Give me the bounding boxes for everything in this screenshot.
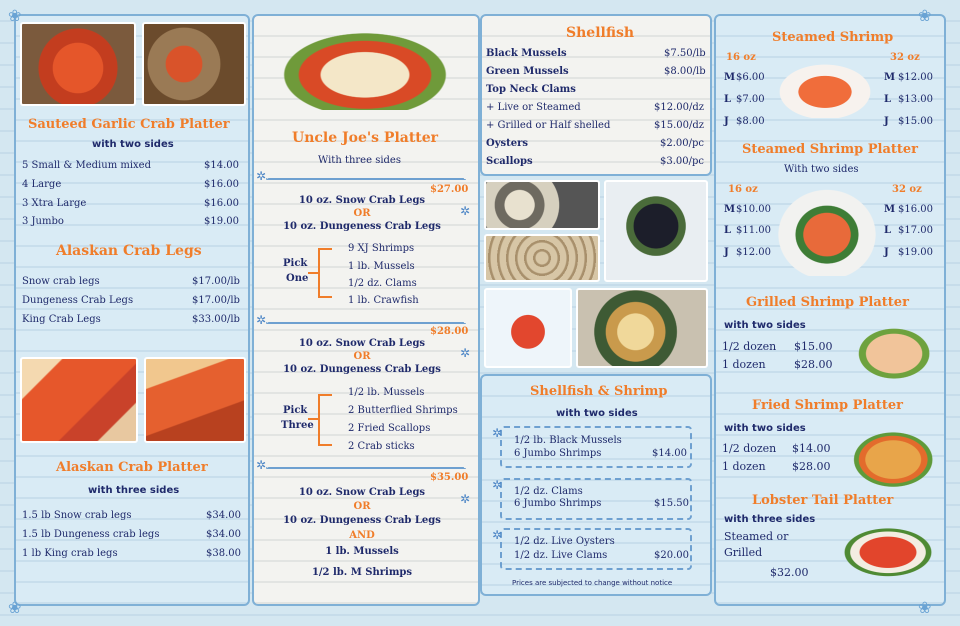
option-1-divider [266, 178, 466, 180]
steamed-left-price: $8.00 [736, 116, 765, 127]
combo-box [500, 528, 692, 570]
crab-photo-2 [142, 22, 246, 106]
crab-legs-price: $17.00/lb [192, 295, 240, 306]
lobster-subtitle: with three sides [724, 514, 816, 525]
option-1-pick: 1 lb. Crawfish [348, 295, 419, 306]
option-3-divider [266, 467, 466, 469]
uncle-joe-subtitle: With three sides [318, 155, 401, 166]
steamed-platter-right-price: $17.00 [898, 225, 933, 236]
shellfish-item: Black Mussels [486, 48, 567, 59]
combo-line: 6 Jumbo Shrimps [514, 448, 602, 459]
crab-platter-price: $34.00 [206, 510, 241, 521]
shellfish-shrimp-subtitle: with two sides [556, 408, 638, 419]
crab-platter-item: 1 lb King crab legs [22, 548, 118, 559]
crab-legs-photo-1 [20, 357, 138, 443]
grilled-price: $28.00 [794, 358, 833, 371]
steamed-left-size: L [724, 94, 732, 105]
option-1-or: OR [353, 208, 371, 219]
steamed-platter-right-size: L [884, 225, 892, 236]
option-1-pick: 1/2 dz. Clams [348, 278, 417, 289]
option-1-price: $27.00 [430, 184, 469, 195]
combo-line: 1/2 dz. Live Clams [514, 550, 608, 561]
lobster-tail-photo [822, 516, 942, 582]
sauteed-price: $19.00 [204, 216, 239, 227]
option-2-pick: 2 Crab sticks [348, 441, 415, 452]
shellfish-price: $7.50/lb [664, 48, 706, 59]
steamed-platter-subtitle: With two sides [784, 164, 859, 175]
fried-title: Fried Shrimp Platter [752, 398, 903, 413]
option-3-price: $35.00 [430, 472, 469, 483]
shellfish-shrimp-title: Shellfish & Shrimp [530, 384, 668, 399]
sauteed-title: Sauteed Garlic Crab Platter [28, 117, 230, 132]
clams-photo [484, 234, 600, 282]
shellfish-item: + Live or Steamed [486, 102, 581, 113]
sauteed-price: $16.00 [204, 198, 239, 209]
option-3-and: AND [349, 530, 375, 541]
fried-subtitle: with two sides [724, 423, 806, 434]
ship-wheel-icon: ✲ [256, 169, 267, 183]
combo-line: 1/2 lb. Black Mussels [514, 435, 622, 446]
rope-knot-icon: ❀ [8, 6, 22, 25]
sauteed-subtitle: with two sides [92, 139, 174, 150]
crab-platter-price: $34.00 [206, 529, 241, 540]
combo-line: 6 Jumbo Shrimps [514, 498, 602, 509]
option-2-or: OR [353, 351, 371, 362]
combo-box [500, 426, 692, 468]
crab-platter-price: $38.00 [206, 548, 241, 559]
option-2-bracket-tick [308, 418, 318, 420]
combo-line: 1/2 dz. Live Oysters [514, 536, 615, 547]
steamed-platter-left-size: L [724, 225, 732, 236]
lobster-line: Steamed or [724, 530, 789, 543]
fried-price: $14.00 [792, 442, 831, 455]
steamed-platter-right-price: $16.00 [898, 204, 933, 215]
crab-legs-photo-2 [144, 357, 246, 443]
shellfish-title: Shellfish [566, 25, 635, 41]
crab-cartoon-image [484, 288, 572, 368]
fried-shrimp-photo [836, 420, 940, 492]
option-2-line: 10 oz. Snow Crab Legs [298, 338, 426, 349]
option-2-price: $28.00 [430, 326, 469, 337]
shellfish-item: Scallops [486, 156, 533, 167]
option-1-pick: 9 XJ Shrimps [348, 243, 415, 254]
ship-wheel-icon: ✲ [256, 458, 267, 472]
option-1-line: 10 oz. Dungeness Crab Legs [283, 221, 441, 232]
steamed-right-price: $12.00 [898, 72, 933, 83]
crab-legs-price: $33.00/lb [192, 314, 240, 325]
price-note: Prices are subjected to change without notice [512, 579, 673, 587]
grilled-subtitle: with two sides [724, 320, 806, 331]
option-3-line: 10 oz. Snow Crab Legs [298, 487, 426, 498]
ship-wheel-icon: ✲ [460, 204, 471, 218]
option-1-line: 10 oz. Snow Crab Legs [298, 195, 426, 206]
crab-legs-item: King Crab Legs [22, 314, 101, 325]
crab-platter-item: 1.5 lb Snow crab legs [22, 510, 132, 521]
shellfish-item: Top Neck Clams [486, 84, 576, 95]
ship-wheel-icon: ✲ [492, 528, 503, 542]
shellfish-price: $3.00/pc [660, 156, 704, 167]
option-1-bracket [318, 248, 332, 298]
steamed-platter-left-size: J [724, 247, 729, 258]
grilled-price: $15.00 [794, 340, 833, 353]
option-3-line: 1/2 lb. M Shrimps [311, 567, 413, 578]
steamed-left-price: $6.00 [736, 72, 765, 83]
steamed-platter-left-size: M [724, 204, 736, 215]
option-1-pick-label: Pick [283, 258, 308, 269]
rope-knot-icon: ❀ [8, 598, 22, 617]
shellfish-price: $8.00/lb [664, 66, 706, 77]
combo-line: 1/2 dz. Clams [514, 486, 583, 497]
option-2-pick: 2 Butterflied Shrimps [348, 405, 458, 416]
ship-wheel-icon: ✲ [492, 426, 503, 440]
sauteed-item: 3 Xtra Large [22, 198, 87, 209]
sauteed-item: 3 Jumbo [22, 216, 64, 227]
option-3-or: OR [353, 501, 371, 512]
crab-legs-item: Dungeness Crab Legs [22, 295, 134, 306]
steamed-platter-right-head: 32 oz [892, 184, 922, 195]
lobster-price: $32.00 [770, 566, 809, 579]
combo-price: $20.00 [654, 550, 689, 561]
option-2-pick-label: Pick [283, 405, 308, 416]
grilled-shrimp-photo [838, 314, 940, 386]
crab-legs-item: Snow crab legs [22, 276, 100, 287]
shellfish-item: Oysters [486, 138, 529, 149]
combo-price: $15.50 [654, 498, 689, 509]
uncle-joe-platter-photo [262, 22, 468, 110]
mussels-photo [604, 180, 708, 282]
shellfish-item: + Grilled or Half shelled [486, 120, 611, 131]
crab-platter-subtitle: with three sides [88, 485, 180, 496]
steamed-platter-title: Steamed Shrimp Platter [742, 142, 918, 157]
grilled-item: 1/2 dozen [722, 340, 777, 353]
steamed-platter-right-size: J [884, 247, 889, 258]
option-2-bracket [318, 394, 332, 446]
rope-knot-icon: ❀ [918, 598, 932, 617]
sauteed-price: $14.00 [204, 160, 239, 171]
shellfish-price: $15.00/dz [654, 120, 705, 131]
lobster-line: Grilled [724, 546, 763, 559]
steamed-platter-photo [772, 184, 882, 276]
steamed-left-size: M [724, 72, 736, 83]
crab-photo-1 [20, 22, 136, 106]
lobster-title: Lobster Tail Platter [752, 493, 894, 508]
ship-wheel-icon: ✲ [256, 313, 267, 327]
option-1-pick: 1 lb. Mussels [348, 261, 415, 272]
option-3-line: 10 oz. Dungeness Crab Legs [283, 515, 441, 526]
rope-knot-icon: ❀ [918, 6, 932, 25]
sauteed-price: $16.00 [204, 179, 239, 190]
option-1-bracket-tick [308, 272, 318, 274]
steamed-left-price: $7.00 [736, 94, 765, 105]
option-3-line: 1 lb. Mussels [325, 546, 399, 557]
steamed-platter-left-head: 16 oz [728, 184, 758, 195]
uncle-joe-title: Uncle Joe's Platter [292, 130, 439, 146]
shellfish-price: $12.00/dz [654, 102, 705, 113]
ship-wheel-icon: ✲ [492, 478, 503, 492]
crab-legs-price: $17.00/lb [192, 276, 240, 287]
sauteed-item: 4 Large [22, 179, 62, 190]
option-1-pick-label: One [286, 273, 309, 284]
option-2-divider [266, 322, 466, 324]
crab-platter-item: 1.5 lb Dungeness crab legs [22, 529, 160, 540]
steamed-platter-right-price: $19.00 [898, 247, 933, 258]
crab-platter-title: Alaskan Crab Platter [56, 460, 208, 475]
steamed-platter-left-price: $12.00 [736, 247, 771, 258]
scallops-photo [576, 288, 708, 368]
steamed-platter-left-price: $11.00 [736, 225, 771, 236]
steamed-title: Steamed Shrimp [772, 30, 894, 45]
steamed-right-head: 32 oz [890, 52, 920, 63]
grilled-title: Grilled Shrimp Platter [746, 295, 909, 310]
fried-price: $28.00 [792, 460, 831, 473]
option-2-pick-label: Three [281, 420, 314, 431]
ship-wheel-icon: ✲ [460, 492, 471, 506]
steamed-right-price: $15.00 [898, 116, 933, 127]
steamed-left-head: 16 oz [726, 52, 756, 63]
fried-item: 1/2 dozen [722, 442, 777, 455]
steamed-right-price: $13.00 [898, 94, 933, 105]
steamed-right-size: M [884, 72, 896, 83]
option-2-pick: 2 Fried Scallops [348, 423, 431, 434]
option-2-pick: 1/2 lb. Mussels [348, 387, 425, 398]
combo-price: $14.00 [652, 448, 687, 459]
shellfish-item: Green Mussels [486, 66, 569, 77]
steamed-right-size: J [884, 116, 889, 127]
ship-wheel-icon: ✲ [460, 346, 471, 360]
shellfish-price: $2.00/pc [660, 138, 704, 149]
sauteed-item: 5 Small & Medium mixed [22, 160, 151, 171]
steamed-platter-right-size: M [884, 204, 896, 215]
crab-legs-title: Alaskan Crab Legs [56, 243, 202, 259]
steamed-right-size: L [884, 94, 892, 105]
grilled-item: 1 dozen [722, 358, 766, 371]
option-2-line: 10 oz. Dungeness Crab Legs [283, 364, 441, 375]
steamed-shrimp-photo [772, 60, 878, 118]
oysters-photo [484, 180, 600, 230]
fried-item: 1 dozen [722, 460, 766, 473]
steamed-platter-left-price: $10.00 [736, 204, 771, 215]
steamed-left-size: J [724, 116, 729, 127]
